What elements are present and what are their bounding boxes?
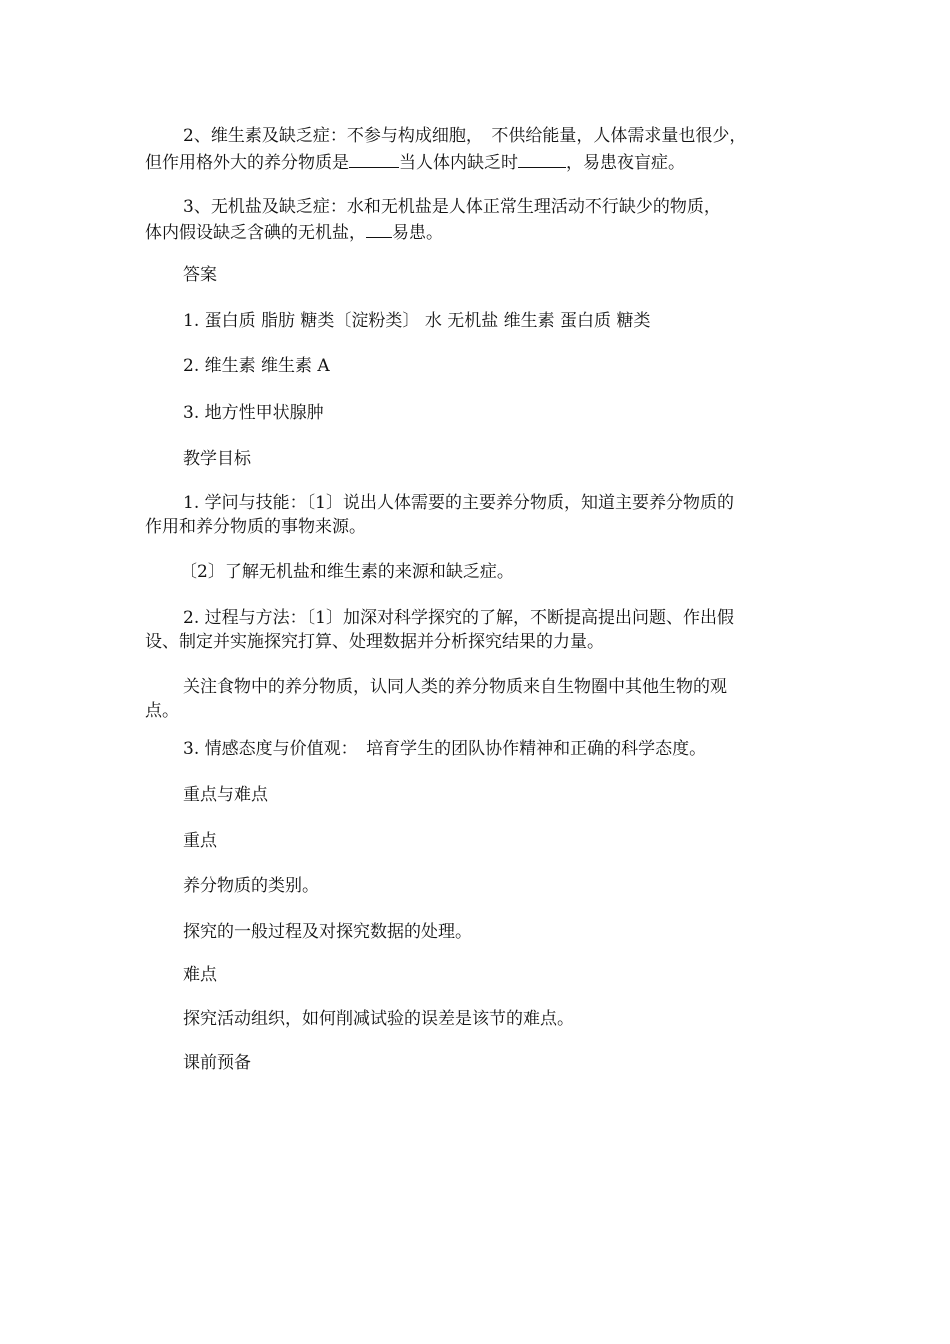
- goal-2b-line2: 点。: [145, 701, 179, 721]
- goal-1-sub: 〔2〕了解无机盐和维生素的来源和缺乏症。: [180, 562, 514, 582]
- fill-blank: [366, 219, 392, 238]
- key-heading: 重点: [183, 831, 217, 851]
- q3-text-a: 体内假设缺乏含碘的无机盐，: [145, 223, 366, 243]
- answer-3: 3. 地方性甲状腺肿: [183, 403, 324, 423]
- keypoints-heading: 重点与难点: [183, 785, 268, 805]
- difficulty-item-1: 探究活动组织，如何削减试验的误差是该节的难点。: [183, 1009, 574, 1029]
- q3-line2: [145, 219, 810, 246]
- q2-line1: 2、维生素及缺乏症：不参与构成细胞， 不供给能量，人体需求量也很少，: [183, 126, 747, 146]
- goal-3: 3. 情感态度与价值观： 培育学生的团队协作精神和正确的科学态度。: [183, 739, 707, 759]
- goal-1-line2: 作用和养分物质的事物来源。: [145, 517, 366, 537]
- q3-text-b: 易患。: [392, 223, 443, 243]
- key-item-1: 养分物质的类别。: [183, 876, 319, 896]
- answer-2: 2. 维生素 维生素 A: [183, 356, 330, 376]
- goals-heading: 教学目标: [183, 449, 251, 469]
- prep-heading: 课前预备: [183, 1053, 251, 1073]
- q2-text-a: 但作用格外大的养分物质是: [145, 153, 349, 173]
- q2-line2: [145, 149, 810, 176]
- q3-line1: 3、无机盐及缺乏症：水和无机盐是人体正常生理活动不行缺少的物质，: [183, 197, 721, 217]
- answer-1: 1. 蛋白质 脂肪 糖类〔淀粉类〕 水 无机盐 维生素 蛋白质 糖类: [183, 311, 651, 331]
- q2-text-b: 当人体内缺乏时: [399, 153, 518, 173]
- answers-heading: 答案: [183, 265, 217, 285]
- goal-2-line2: 设、制定并实施探究打算、处理数据并分析探究结果的力量。: [145, 632, 604, 652]
- q2-text-c: ，易患夜盲症。: [566, 153, 685, 173]
- fill-blank: [349, 149, 399, 168]
- fill-blank: [518, 149, 566, 168]
- goal-2-line1: 2. 过程与方法：〔1〕加深对科学探究的了解，不断提高提出问题、作出假: [183, 608, 734, 628]
- key-item-2: 探究的一般过程及对探究数据的处理。: [183, 922, 472, 942]
- goal-1-line1: 1. 学问与技能：〔1〕说出人体需要的主要养分物质，知道主要养分物质的: [183, 493, 734, 513]
- difficulty-heading: 难点: [183, 965, 217, 985]
- goal-2b-line1: 关注食物中的养分物质，认同人类的养分物质来自生物圈中其他生物的观: [183, 677, 727, 697]
